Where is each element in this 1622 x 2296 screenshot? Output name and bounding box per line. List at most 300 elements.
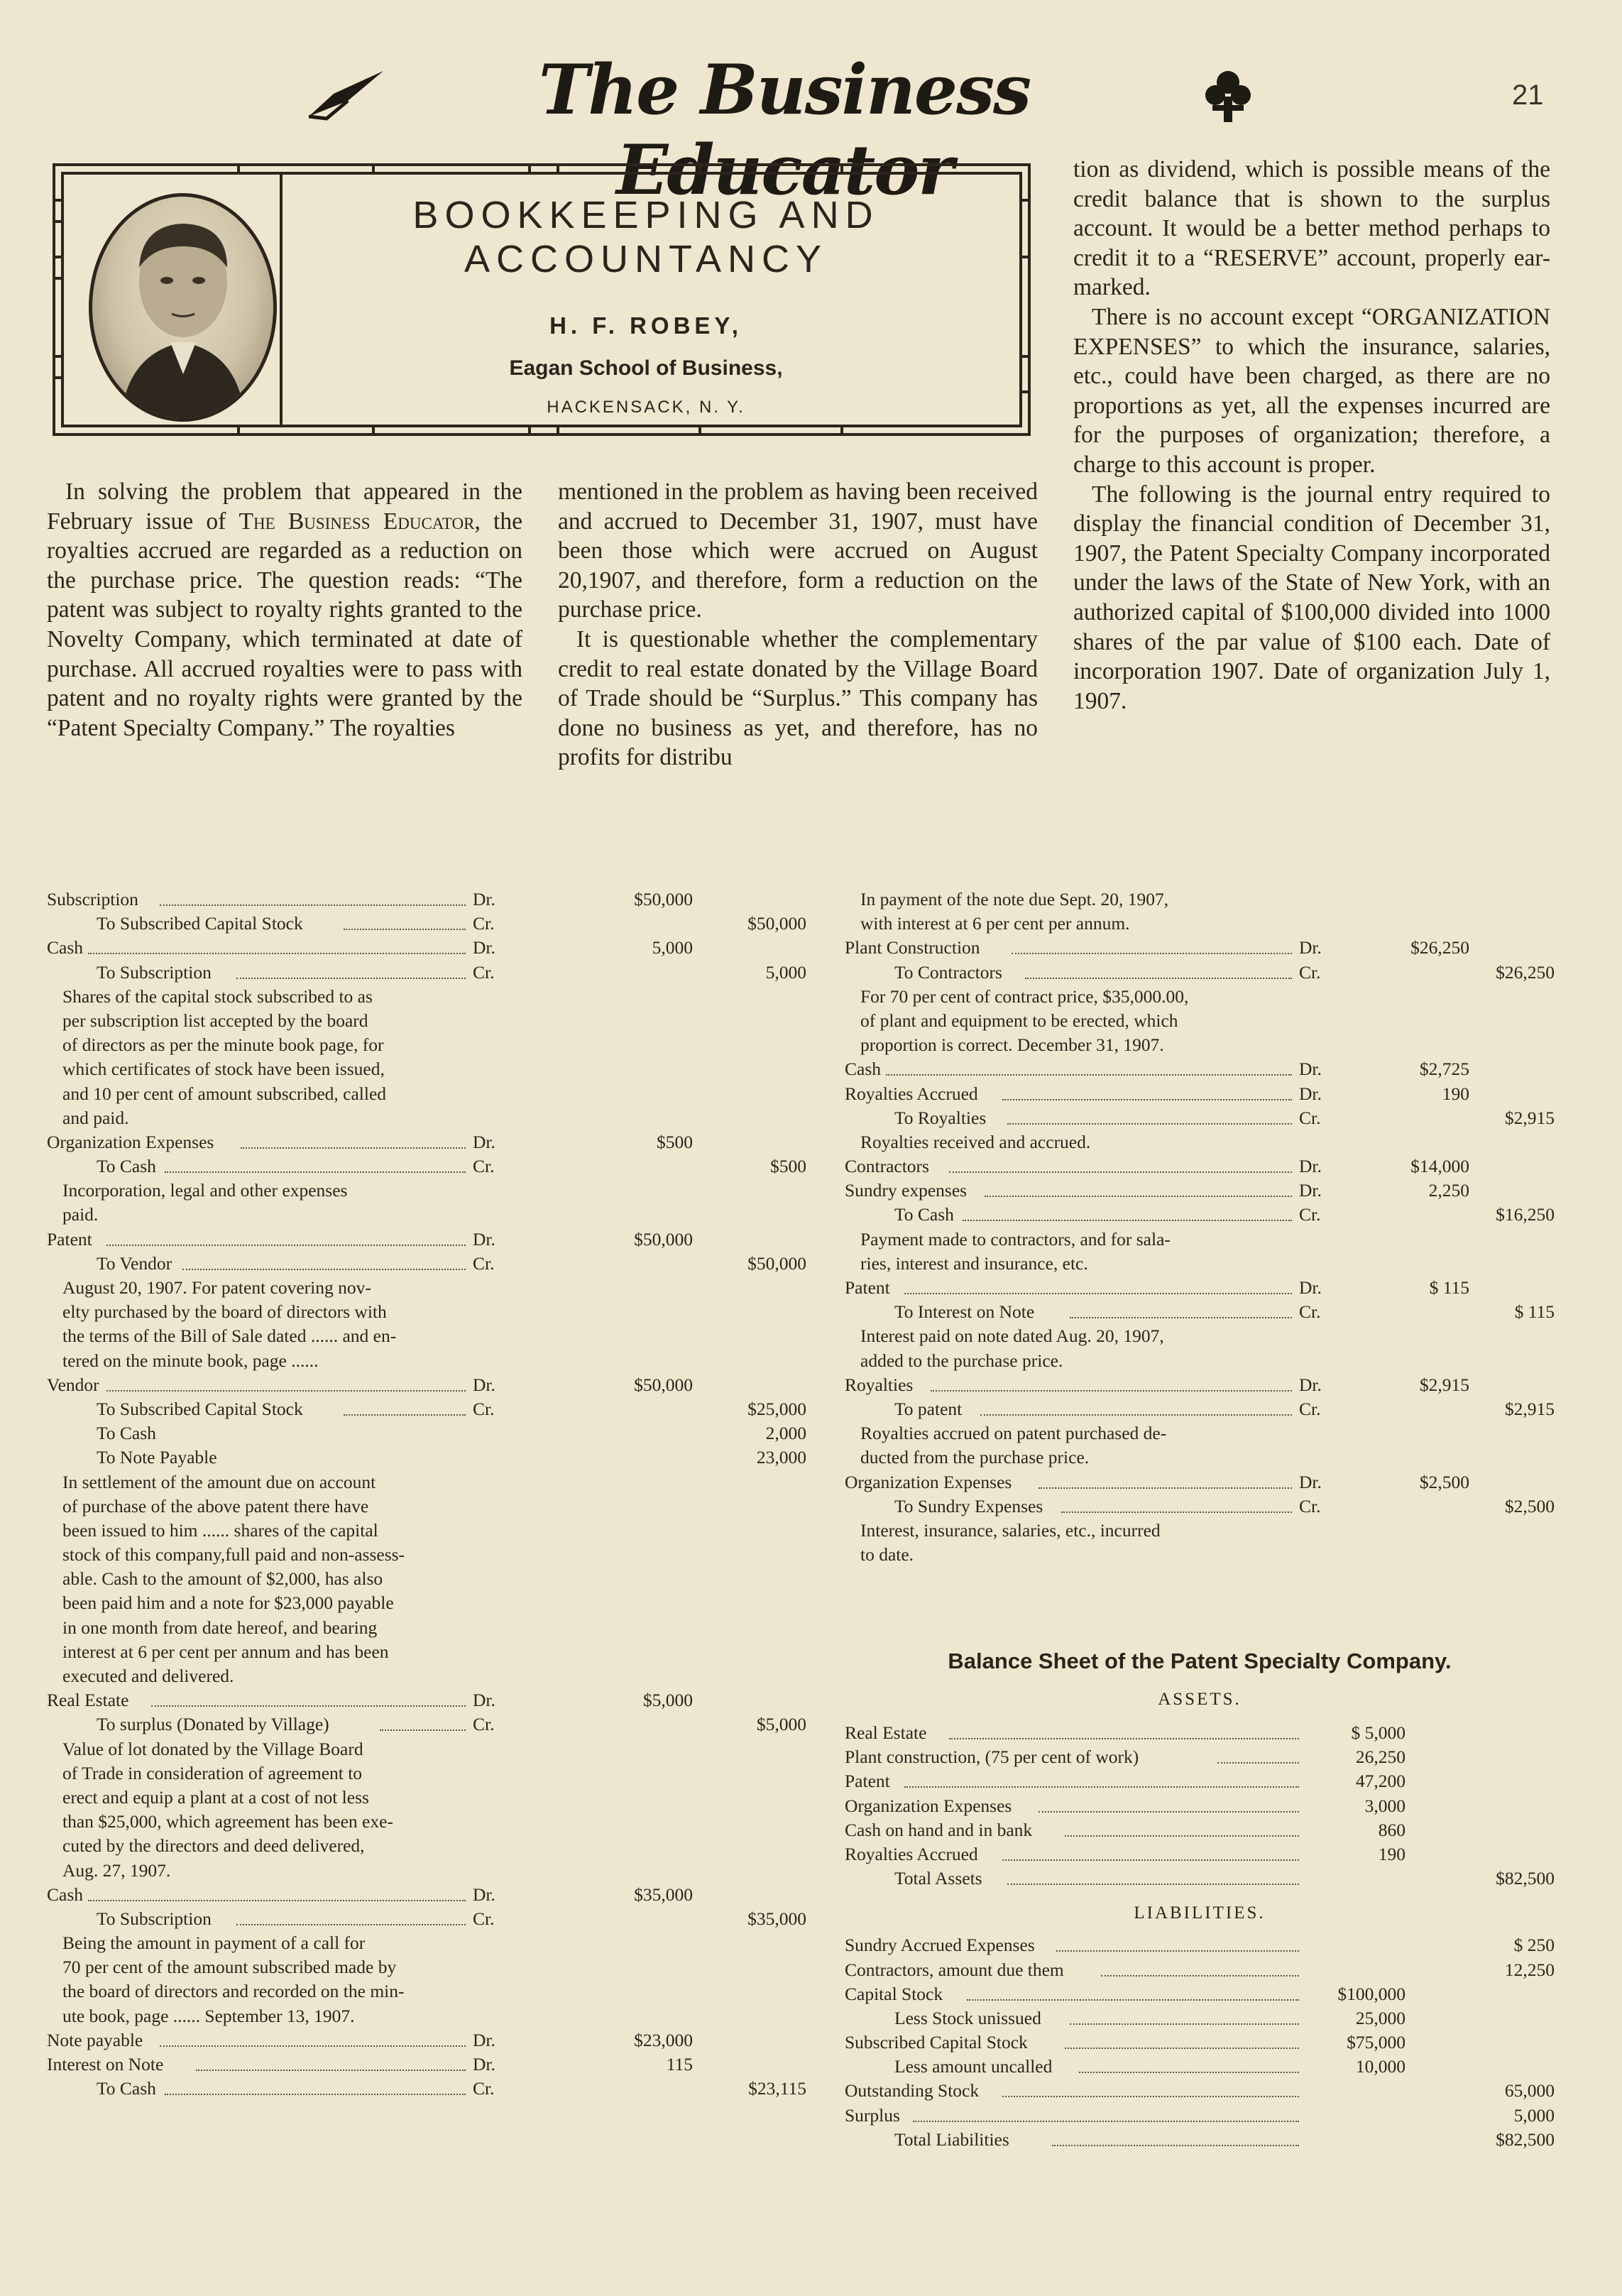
article-title-line1: BOOKKEEPING AND: [412, 194, 880, 236]
journal-note-line: [47, 1567, 764, 1591]
paragraph: mentioned in the problem as having been received and accrued to December 31, 1907, must have been those which were accrued on August 20,1907, and therefore, form a reduction on the purchase price.: [558, 479, 1038, 623]
leader-dots: [1101, 1971, 1299, 1977]
journal-note-line: [47, 1834, 764, 1858]
debit-amount: $5,000: [642, 1690, 693, 1711]
leader-dots: [236, 973, 466, 979]
leader-dots: [182, 1264, 466, 1270]
journal-note-line: [47, 1276, 764, 1300]
paragraph: There is no account except “ORGANIZATION EXPENSES” to which the insurance, salaries, etc., could have been charged, as there are no proportions as yet, all the expenses incurred are for the purposes of organization; therefore, a charge to this account is proper.: [1073, 303, 1550, 478]
line-item: Less Stock unissued: [894, 2007, 1041, 2028]
leader-dots: [1002, 1095, 1292, 1100]
leader-dots: [1025, 973, 1292, 979]
balance-sheet-row: [845, 1933, 1555, 1957]
debit-amount: 190: [1442, 1083, 1469, 1104]
dr-cr-marker: Dr.: [1299, 1277, 1322, 1298]
dr-cr-marker: Cr.: [1299, 1495, 1321, 1516]
journal-note-line: [845, 1252, 1555, 1276]
journal-note-line: [47, 1179, 764, 1203]
leader-dots: [1002, 2092, 1299, 2097]
assets-heading: ASSETS.: [1158, 1690, 1242, 1709]
journal-entry-row: [47, 1252, 806, 1276]
balance-sheet-row: [845, 2079, 1555, 2103]
balance-sheet-title: Balance Sheet of the Patent Specialty Company.: [948, 1649, 1452, 1673]
dr-cr-marker: Dr.: [473, 937, 495, 958]
journal-entry-row: [47, 1397, 806, 1421]
leader-dots: [1061, 1507, 1292, 1513]
total-amount: 65,000: [1504, 2080, 1555, 2101]
note-text: added to the purchase price.: [860, 1350, 1063, 1371]
credit-amount: $25,000: [747, 1398, 806, 1419]
journal-entry-row: [845, 1154, 1555, 1179]
leader-dots: [949, 1734, 1299, 1739]
note-text: proportion is correct. December 31, 1907.: [860, 1034, 1164, 1056]
leader-dots: [904, 1289, 1292, 1294]
journal-note-line: [47, 1300, 764, 1324]
total-amount: $82,500: [1496, 2128, 1555, 2150]
author-location: HACKENSACK, N. Y.: [547, 398, 745, 417]
account-name: Royalties: [845, 1374, 914, 1395]
journal-entry-row: [47, 2077, 806, 2101]
amount: 25,000: [1355, 2007, 1405, 2028]
journal-note-line: [845, 985, 1555, 1009]
debit-amount: $ 115: [1429, 1277, 1469, 1298]
journal-note-line: [47, 1786, 764, 1810]
text-column-2: [558, 477, 1038, 772]
journal-note-line: [845, 1421, 1555, 1445]
note-text: of purchase of the above patent there have: [62, 1495, 369, 1516]
journal-entry-row: [47, 1883, 764, 1907]
journal-entry-row: [47, 1373, 764, 1397]
leader-dots: [1012, 949, 1292, 954]
account-name: To Contractors: [894, 961, 1002, 983]
total-amount: 12,250: [1504, 1959, 1555, 1980]
credit-amount: 23,000: [756, 1447, 806, 1468]
amount: 3,000: [1364, 1795, 1405, 1816]
dr-cr-marker: Cr.: [1299, 961, 1321, 983]
credit-amount: $ 115: [1514, 1301, 1555, 1323]
balance-sheet-row: [845, 1866, 1555, 1891]
total-amount: $82,500: [1496, 1868, 1555, 1889]
dr-cr-marker: Cr.: [473, 913, 495, 934]
dr-cr-marker: Dr.: [473, 1131, 495, 1152]
account-name: Plant Construction: [845, 937, 980, 958]
journal-note-line: [47, 2004, 764, 2028]
article-heading: [327, 193, 965, 417]
account-name: Organization Expenses: [845, 1471, 1012, 1492]
journal-entry-row: [845, 1300, 1555, 1324]
journal-note-line: [47, 1761, 764, 1786]
journal-note-line: [47, 1057, 764, 1081]
journal-note-line: [47, 1810, 764, 1834]
balance-sheet-row: [845, 2006, 1555, 2030]
leader-dots: [886, 1070, 1292, 1076]
dr-cr-marker: Dr.: [473, 1374, 495, 1395]
leader-dots: [1007, 1119, 1292, 1125]
dr-cr-marker: Cr.: [473, 1156, 495, 1177]
text-run: , the royalties accrued are regarded as a reduction on the purchase price. The question reads: “The patent was subject to royalty rights granted to the Novelty Company, which terminated at date of purchase. All accrued royalties were to pass with patent and no royalty rights were granted by the “Patent Specialty Company.” The royalties: [47, 508, 522, 741]
portrait-figure-icon: [92, 197, 273, 418]
publication-name: The Business Educator: [239, 508, 475, 535]
note-text: In payment of the note due Sept. 20, 1907,: [860, 889, 1169, 909]
note-text: Royalties received and accrued.: [860, 1131, 1091, 1152]
dr-cr-marker: Dr.: [1299, 937, 1322, 958]
journal-note-line: [845, 1009, 1555, 1033]
account-name: To Vendor: [97, 1252, 172, 1274]
account-name: Contractors: [845, 1156, 929, 1177]
author-name: H. F. ROBEY,: [549, 312, 742, 339]
account-name: To Cash: [97, 1156, 156, 1177]
leader-dots: [1039, 1483, 1292, 1489]
account-name: Interest on Note: [47, 2054, 164, 2074]
leader-dots: [1065, 2043, 1299, 2049]
credit-amount: $500: [770, 1156, 806, 1177]
dr-cr-marker: Dr.: [1299, 1059, 1322, 1080]
leader-dots: [1217, 1758, 1299, 1764]
amount: 26,250: [1355, 1746, 1405, 1768]
line-item: Organization Expenses: [845, 1795, 1012, 1816]
journal-note-line: [47, 1009, 764, 1033]
note-text: elty purchased by the board of directors with: [62, 1301, 387, 1323]
journal-note-line: [47, 1737, 764, 1761]
journal-note-line: [47, 985, 764, 1009]
leader-dots: [1065, 1831, 1299, 1837]
leader-dots: [913, 2116, 1299, 2122]
balance-sheet-row: [845, 1721, 1555, 1745]
account-name: Patent: [845, 1277, 890, 1298]
journal-entry-row: [47, 1445, 806, 1470]
note-text: Interest, insurance, salaries, etc., incurred: [860, 1519, 1161, 1541]
account-name: To Subscription: [97, 961, 212, 983]
dr-cr-marker: Dr.: [1299, 1156, 1322, 1177]
line-item: Total Assets: [894, 1868, 982, 1889]
author-school: Eagan School of Business,: [509, 356, 783, 380]
balance-sheet: [845, 1649, 1555, 2152]
leader-dots: [236, 1920, 466, 1925]
paragraph: It is questionable whether the complementary credit to real estate donated by the Village Board of Trade should be “Surplus.” This company has done no business as yet, and therefore, has no profits for distribu: [558, 625, 1038, 771]
journal-note-line: [47, 1082, 764, 1106]
amount: 47,200: [1355, 1771, 1405, 1792]
line-item: Royalties Accrued: [845, 1843, 978, 1864]
journal-entry-row: [47, 961, 806, 985]
leader-dots: [344, 924, 466, 930]
journal-entry-row: [47, 1421, 806, 1445]
paragraph: [47, 477, 522, 743]
leader-dots: [1007, 1879, 1299, 1885]
note-text: and paid.: [62, 1107, 129, 1128]
line-item: Subscribed Capital Stock: [845, 2032, 1028, 2053]
leader-dots: [88, 949, 466, 954]
leader-dots: [1079, 2067, 1299, 2073]
leader-dots: [106, 1240, 466, 1246]
balance-sheet-row: [845, 1745, 1555, 1769]
note-text: Payment made to contractors, and for sala-: [860, 1228, 1171, 1250]
journal-note-line: [845, 1519, 1555, 1543]
debit-amount: $23,000: [634, 2029, 693, 2050]
dr-cr-marker: Cr.: [473, 1252, 495, 1274]
note-text: of Trade in consideration of agreement to: [62, 1762, 363, 1783]
balance-sheet-row: [845, 1769, 1555, 1793]
journal-entry-row: [845, 961, 1555, 985]
credit-amount: $2,500: [1504, 1495, 1555, 1516]
note-text: ries, interest and insurance, etc.: [860, 1252, 1088, 1274]
journal-note-line: [47, 1616, 764, 1640]
journal-note-line: [47, 1979, 764, 2003]
journal-note-line: [845, 887, 1555, 912]
account-name: Organization Expenses: [47, 1131, 214, 1152]
note-text: than $25,000, which agreement has been exe-: [62, 1811, 393, 1832]
journal-entry-row: [47, 936, 764, 960]
note-text: of plant and equipment to be erected, which: [860, 1010, 1178, 1031]
debit-amount: $50,000: [634, 1228, 693, 1250]
note-text: of directors as per the minute book page, for: [62, 1034, 384, 1056]
credit-amount: $5,000: [756, 1714, 806, 1735]
line-item: Less amount uncalled: [894, 2056, 1053, 2077]
dr-cr-marker: Dr.: [473, 1690, 495, 1711]
journal-note-line: [47, 1859, 764, 1883]
leader-dots: [165, 2089, 466, 2095]
balance-sheet-row: [845, 2055, 1555, 2079]
journal-note-line: [845, 912, 1555, 936]
line-item: Plant construction, (75 per cent of work): [845, 1746, 1139, 1768]
journal-note-line: [845, 1228, 1555, 1252]
account-name: Note payable: [47, 2029, 143, 2050]
note-text: tered on the minute book, page ......: [62, 1350, 319, 1371]
account-name: Cash: [845, 1059, 881, 1080]
account-name: Sundry expenses: [845, 1180, 968, 1201]
journal-entry-row: [47, 2028, 764, 2052]
leader-dots: [980, 1410, 1292, 1416]
account-name: Subscription: [47, 889, 138, 909]
quill-pen-icon: [305, 65, 390, 122]
note-text: the board of directors and recorded on the min-: [62, 1981, 405, 2002]
debit-amount: $50,000: [634, 889, 693, 909]
account-name: To Subscription: [97, 1908, 212, 1929]
account-name: Royalties Accrued: [845, 1083, 978, 1104]
dr-cr-marker: Dr.: [1299, 1374, 1322, 1395]
note-text: with interest at 6 per cent per annum.: [860, 913, 1130, 934]
note-text: August 20, 1907. For patent covering nov-: [62, 1277, 371, 1298]
dr-cr-marker: Cr.: [473, 2078, 495, 2099]
liabilities-table: [845, 1933, 1555, 2152]
leader-dots: [985, 1191, 1292, 1197]
account-name: Real Estate: [47, 1690, 129, 1711]
journal-entry-row: [47, 1154, 806, 1179]
note-text: cuted by the directors and deed delivered,: [62, 1835, 365, 1857]
credit-amount: 5,000: [765, 961, 806, 983]
journal-note-line: [845, 1324, 1555, 1348]
note-text: stock of this company,full paid and non-assess-: [62, 1544, 405, 1565]
account-name: To Subscribed Capital Stock: [97, 913, 303, 934]
note-text: executed and delivered.: [62, 1666, 234, 1686]
credit-amount: $23,115: [748, 2078, 806, 2099]
author-portrait: [89, 193, 277, 422]
journal-entry-row: [47, 1688, 764, 1712]
journal-note-line: [47, 1349, 764, 1373]
note-text: Value of lot donated by the Village Board: [62, 1738, 363, 1759]
journal-entry-row: [47, 1130, 764, 1154]
journal-entry-row: [47, 1712, 806, 1737]
balance-sheet-row: [845, 2030, 1555, 2055]
journal-note-line: [845, 1543, 1555, 1567]
text-column-1: [47, 477, 522, 743]
debit-amount: $500: [657, 1131, 693, 1152]
liabilities-heading: LIABILITIES.: [1134, 1903, 1266, 1923]
line-item: Capital Stock: [845, 1983, 943, 2004]
note-text: Being the amount in payment of a call for: [62, 1933, 366, 1954]
amount: 860: [1378, 1819, 1405, 1840]
journal-entry-row: [47, 1228, 764, 1252]
leader-dots: [196, 2065, 466, 2071]
journal-note-line: [47, 1106, 764, 1130]
debit-amount: $50,000: [634, 1374, 693, 1395]
balance-sheet-row: [845, 1818, 1555, 1842]
account-name: To Note Payable: [97, 1447, 217, 1468]
journal-entry-row: [47, 1907, 806, 1931]
leader-dots: [963, 1215, 1292, 1221]
journal-note-line: [845, 1349, 1555, 1373]
note-text: Royalties accrued on patent purchased de-: [860, 1423, 1167, 1444]
dr-cr-marker: Dr.: [1299, 1083, 1322, 1104]
amount: 10,000: [1355, 2056, 1405, 2077]
debit-amount: $35,000: [634, 1884, 693, 1905]
journal-entry-row: [845, 936, 1555, 960]
leader-dots: [160, 900, 466, 906]
note-text: 70 per cent of the amount subscribed made by: [62, 1957, 397, 1978]
line-item: Surplus: [845, 2104, 900, 2126]
dr-cr-marker: Cr.: [1299, 1204, 1321, 1225]
journal-entry-row: [845, 1276, 1555, 1300]
line-item: Sundry Accrued Expenses: [845, 1935, 1035, 1956]
journal-note-line: [845, 1130, 1555, 1154]
debit-amount: 115: [666, 2054, 693, 2074]
balance-sheet-row: [845, 1982, 1555, 2006]
dr-cr-marker: Dr.: [473, 1884, 495, 1905]
journal-note-line: [47, 1494, 764, 1519]
leader-dots: [1002, 1855, 1299, 1861]
leader-dots: [1070, 2019, 1299, 2025]
amount: $75,000: [1347, 2032, 1405, 2053]
note-text: Incorporation, legal and other expenses: [62, 1180, 348, 1201]
note-text: Aug. 27, 1907.: [62, 1859, 171, 1881]
account-name: To patent: [894, 1398, 963, 1419]
journal-note-line: [47, 1543, 764, 1567]
journal-entry-row: [845, 1106, 1555, 1130]
journal-entry-row: [845, 1397, 1555, 1421]
account-name: To Subscribed Capital Stock: [97, 1398, 303, 1419]
credit-amount: $2,915: [1504, 1107, 1555, 1128]
leader-dots: [1039, 1807, 1299, 1813]
journal-note-line: [845, 1445, 1555, 1470]
note-text: ducted from the purchase price.: [860, 1447, 1090, 1468]
leader-dots: [967, 1995, 1299, 2001]
dr-cr-marker: Cr.: [1299, 1301, 1321, 1323]
journal-entry-row: [845, 1179, 1555, 1203]
leader-dots: [88, 1896, 466, 1901]
dr-cr-marker: Cr.: [473, 1398, 495, 1419]
note-text: to date.: [860, 1544, 914, 1565]
assets-table: [845, 1721, 1555, 1891]
account-name: To Cash: [97, 1423, 156, 1444]
note-text: able. Cash to the amount of $2,000, has also: [62, 1568, 383, 1590]
leader-dots: [241, 1143, 466, 1149]
account-name: Cash: [47, 937, 83, 958]
note-text: in one month from date hereof, and bearing: [62, 1617, 378, 1638]
note-text: ute book, page ...... September 13, 1907.: [62, 2005, 355, 2026]
journal-note-line: [47, 1519, 764, 1543]
note-text: the terms of the Bill of Sale dated ...... and en-: [62, 1325, 397, 1347]
journal-entry-row: [845, 1373, 1555, 1397]
credit-amount: $16,250: [1496, 1204, 1555, 1225]
dr-cr-marker: Dr.: [1299, 1471, 1322, 1492]
account-name: Patent: [47, 1228, 92, 1250]
journal-note-line: [47, 1324, 764, 1348]
journal-note-line: [47, 1591, 764, 1615]
dr-cr-marker: Cr.: [473, 1714, 495, 1735]
leader-dots: [1052, 2141, 1299, 2146]
debit-amount: $14,000: [1410, 1156, 1469, 1177]
leader-dots: [931, 1386, 1292, 1392]
page-number: 21: [1512, 80, 1544, 111]
dr-cr-marker: Cr.: [473, 961, 495, 983]
leader-dots: [151, 1701, 466, 1707]
journal-entry-row: [845, 1057, 1555, 1081]
journal-entry-row: [845, 1470, 1555, 1494]
dr-cr-marker: Cr.: [1299, 1398, 1321, 1419]
dr-cr-marker: Dr.: [473, 889, 495, 909]
note-text: Shares of the capital stock subscribed to as: [62, 985, 373, 1007]
dr-cr-marker: Cr.: [473, 1908, 495, 1929]
dr-cr-marker: Cr.: [1299, 1107, 1321, 1128]
line-item: Total Liabilities: [894, 2128, 1009, 2150]
note-text: paid.: [62, 1204, 99, 1225]
journal-note-line: [845, 1033, 1555, 1057]
leader-dots: [1070, 1313, 1292, 1318]
dr-cr-marker: Dr.: [473, 1228, 495, 1250]
journal-note-line: [47, 1955, 764, 1979]
account-name: To surplus (Donated by Village): [97, 1714, 329, 1735]
debit-amount: $26,250: [1410, 937, 1469, 958]
account-name: Cash: [47, 1884, 83, 1905]
note-text: interest at 6 per cent per annum and has been: [62, 1641, 389, 1662]
note-text: per subscription list accepted by the board: [62, 1010, 368, 1031]
line-item: Contractors, amount due them: [845, 1959, 1064, 1980]
account-name: To Cash: [894, 1204, 954, 1225]
account-name: To Royalties: [894, 1107, 987, 1128]
text-run: In solving the problem that appeared in the February issue of: [47, 479, 522, 535]
amount: 190: [1378, 1843, 1405, 1864]
leader-dots: [160, 2041, 466, 2047]
balance-sheet-row: [845, 1794, 1555, 1818]
balance-sheet-row: [845, 1842, 1555, 1866]
credit-amount: $50,000: [747, 1252, 806, 1274]
leader-dots: [1056, 1946, 1299, 1952]
journal-entry-row: [47, 912, 806, 936]
dr-cr-marker: Dr.: [473, 2029, 495, 2050]
debit-amount: $2,725: [1419, 1059, 1469, 1080]
leader-dots: [949, 1167, 1292, 1173]
dr-cr-marker: Dr.: [473, 2054, 495, 2074]
debit-amount: 2,250: [1428, 1180, 1469, 1201]
note-text: and 10 per cent of amount subscribed, called: [62, 1083, 387, 1104]
dr-cr-marker: Dr.: [1299, 1180, 1322, 1201]
note-text: been issued to him ...... shares of the capital: [62, 1519, 378, 1541]
journal-note-line: [47, 1931, 764, 1955]
credit-amount: $35,000: [747, 1908, 806, 1929]
credit-amount: $2,915: [1504, 1398, 1555, 1419]
journal-note-line: [47, 1203, 764, 1227]
account-name: To Interest on Note: [894, 1301, 1035, 1323]
journal-entries-right: [845, 887, 1555, 1567]
